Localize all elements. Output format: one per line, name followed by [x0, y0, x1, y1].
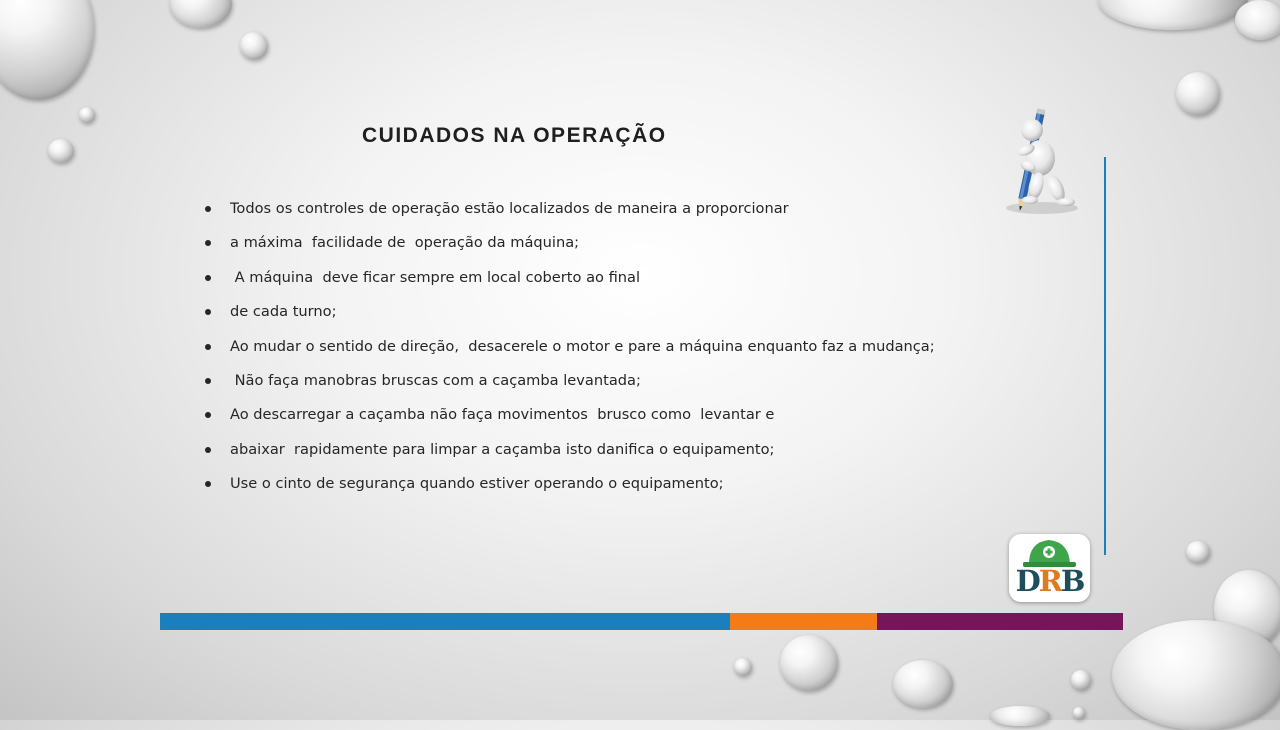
list-item: de cada turno;: [205, 299, 935, 333]
list-item: Ao mudar o sentido de direção, desacerele o motor e pare a máquina enquanto faz a mudança;: [205, 334, 935, 368]
figure-with-pencil-image: [980, 108, 1090, 216]
helmet-icon: [1009, 534, 1090, 568]
list-item: Todos os controles de operação estão localizados de maneira a proporcionar: [205, 196, 935, 230]
accent-bar-purple: [877, 613, 1123, 630]
bullet-list: [205, 196, 935, 506]
list-item: A máquina deve ficar sempre em local coberto ao final: [205, 265, 935, 299]
list-item: a máxima facilidade de operação da máquina;: [205, 230, 935, 264]
accent-bar-blue: [160, 613, 730, 630]
list-item: abaixar rapidamente para limpar a caçamba isto danifica o equipamento;: [205, 437, 935, 471]
accent-bar-orange: [730, 613, 877, 630]
slide-title: CUIDADOS NA OPERAÇÃO: [362, 124, 667, 148]
list-item: Use o cinto de segurança quando estiver operando o equipamento;: [205, 471, 935, 505]
list-item: Ao descarregar a caçamba não faça movimentos brusco como levantar e: [205, 402, 935, 436]
drb-logo: [1009, 534, 1090, 602]
logo-text: DRB: [1015, 564, 1084, 598]
vertical-accent-line: [1104, 157, 1106, 555]
list-item: Não faça manobras bruscas com a caçamba levantada;: [205, 368, 935, 402]
